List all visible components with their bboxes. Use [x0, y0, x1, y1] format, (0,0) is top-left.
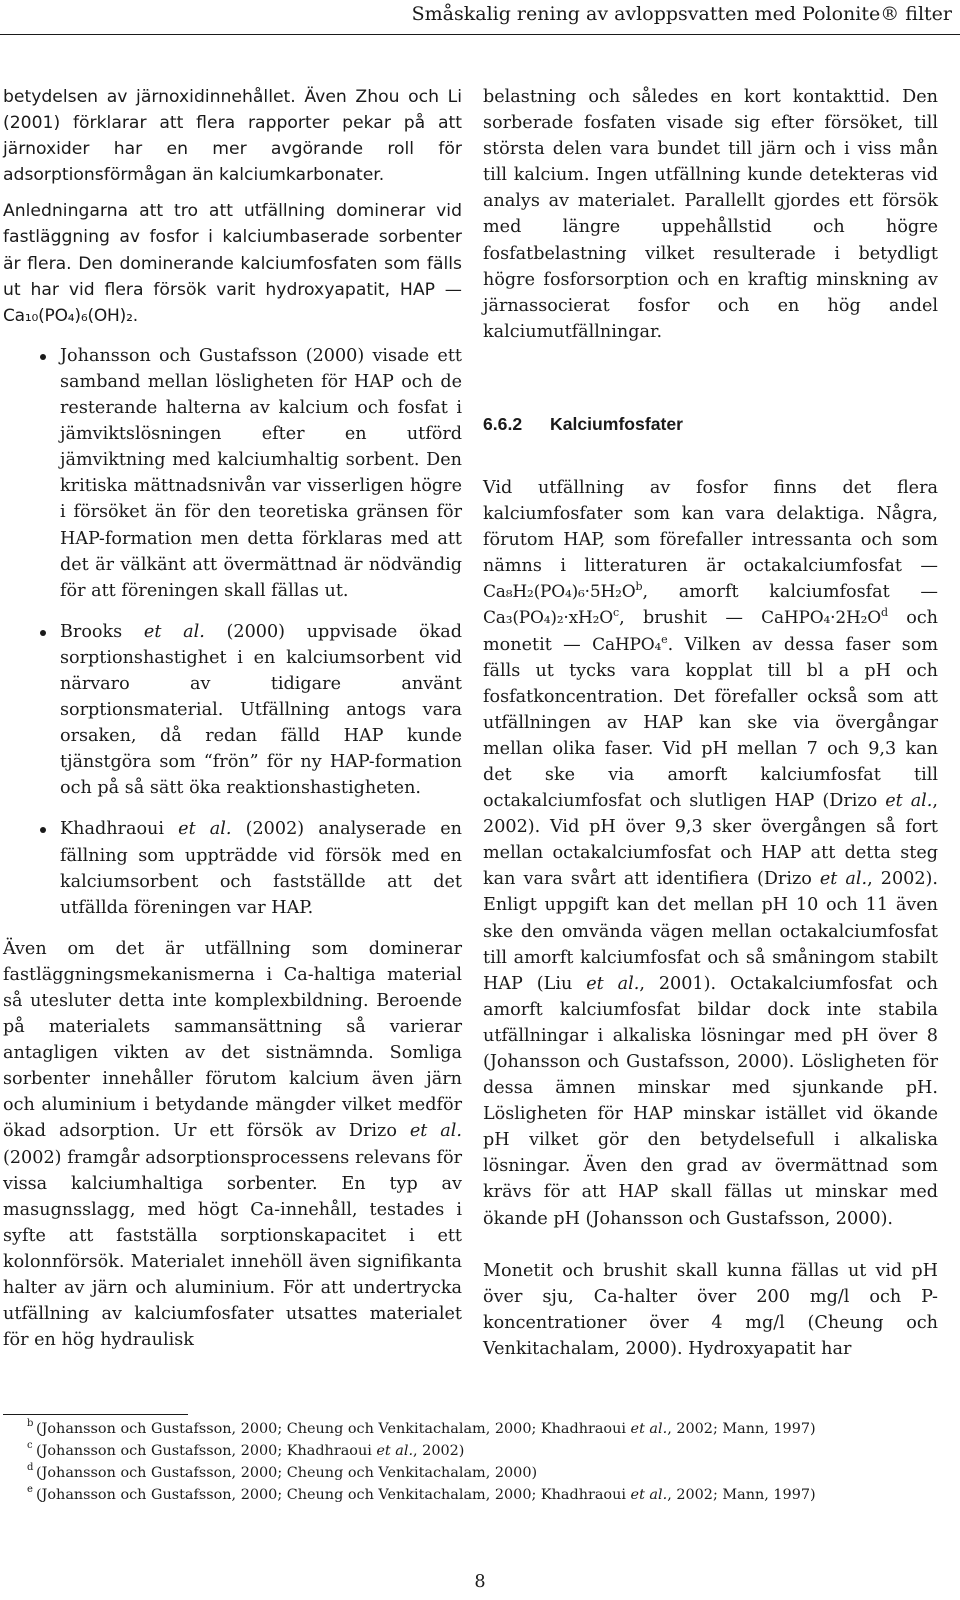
paragraph-text: . Vilken av dessa faser som fälls ut tycks vara kopplat till bl a pH och fosfatkoncentration. Det förefaller också som att utfällningen av HAP kan ske via övergångar mellan olika faser. Vid pH mellan 7 och 9,3 kan det ske via amorft kalciumfosfat till octakalciumfosfat och slutligen HAP (Drizo [483, 634, 938, 812]
paragraph-text: , 2002). Vid pH över 9,3 sker övergången så fort mellan octakalciumfosfat och HAP att detta steg kan vara svårt att identifiera (Drizo [483, 791, 938, 890]
paragraph-text: och monetit — [483, 608, 939, 655]
et-al: et al. [178, 819, 232, 840]
paragraph-text: , amorft kalciumfosfat — [642, 582, 938, 603]
et-al: et al. [376, 1443, 414, 1459]
hap-formula: Ca₁₀(PO₄)₆(OH)₂. [3, 305, 138, 326]
paragraph-text: , 2001). Octakalciumfosfat och amorft kalciumfosfat bildar dock inte stabila utfällningar i alkaliska lösningar med pH över 8 (Johansson och Gustafsson, 2000). Lösligheten för dessa ämnen minskar med sjunkande pH. Lösligheten för HAP minskar istället vid ökande pH vilket gör den betydelsefull i alkaliska lösningar. Även den grad av övermättnad som krävs för att HAP skall fällas ut minskar med ökande pH (Johansson och Gustafsson, 2000). [483, 973, 938, 1229]
list-item-text: (2002) analyserade en fällning som uppträdde vid försök med en kalciumsorbent och fastställde att det utfällda föreningen var HAP. [60, 819, 463, 918]
et-al: et al. [885, 791, 933, 812]
paragraph-text: , 2002). Enligt uppgift kan det mellan pH 10 och 11 även ske den omvända vägen mellan octakalciumfosfat till amorft kalciumfosfat och så småningom stabilt HAP (Liu [483, 869, 938, 994]
right-column [483, 84, 938, 1362]
footnote-mark: e [27, 1484, 33, 1495]
list-item-lead: Khadhraoui [60, 819, 165, 840]
et-al: et al. [819, 869, 868, 890]
footnote-text [27, 1418, 816, 1440]
running-header: Småskalig rening av avloppsvatten med Polonite® filter [411, 3, 952, 25]
footnote-mark: b [27, 1418, 34, 1429]
footnote-text [27, 1440, 464, 1462]
octacalcium-formula: Ca₈H₂(PO₄)₆·5H₂O [483, 582, 636, 603]
footnote-text [27, 1484, 816, 1506]
paragraph-monetite-brushite: Monetit och brushit skall kunna fällas ut vid pH över sju, Ca-halter över 200 mg/l och P-koncentrationer över 4 mg/l (Cheung och Venkitachalam, 2000). Hydroxyapatit har [483, 1260, 938, 1359]
footnote-ref: c [613, 606, 620, 620]
bullet-icon [40, 827, 46, 833]
paragraph-zhou-li: betydelsen av järnoxidinnehållet. Även Zhou och Li (2001) förklarar att flera rapporter pekar på att järnoxider har en mer avgörande roll för adsorptionsförmågan än kalciumkarbonater. [3, 87, 462, 186]
footnote-text-part: , 2002; Mann, 1997) [667, 1487, 816, 1503]
et-al: et al. [143, 621, 205, 642]
footnote-text-part: (Johansson och Gustafsson, 2000; Cheung och Venkitachalam, 2000; Khadhraoui [36, 1487, 626, 1503]
section-title: Kalciumfosfater [550, 413, 683, 434]
footnote-text-part: (Johansson och Gustafsson, 2000; Cheung och Venkitachalam, 2000; Khadhraoui [36, 1421, 626, 1437]
footnote-ref: e [661, 632, 668, 646]
paragraph-precipitation-reasons [3, 198, 462, 328]
footnote-text-part: (Johansson och Gustafsson, 2000; Khadhraoui [36, 1443, 372, 1459]
paragraph-complexation [3, 936, 462, 1354]
footnote [3, 1440, 953, 1462]
footnote-mark: d [27, 1462, 34, 1473]
list-item-text: (2000) uppvisade ökad sorptionshastighet i en kalciumsorbent vid närvaro av tidigare använt sorptionsmaterial. Utfällning antogs vara orsaken, då redan fälld HAP kunde tjänstgöra som “frön” för ny HAP-formation och på så sätt öka reaktionshastigheten. [60, 621, 463, 799]
footnote-text [27, 1462, 537, 1484]
list-item [3, 816, 462, 920]
et-al: et al. [586, 973, 640, 994]
paragraph-text: Vid utfällning av fosfor finns det flera kalciumfosfater som kan vara delaktiga. Några, förutom HAP, som förefaller intressanta och som nämns i litteraturen är octakalciumfosfat — [483, 477, 938, 577]
bullet-icon [40, 630, 46, 636]
bullet-icon [40, 354, 46, 360]
paragraph-text: Anledningarna att tro att utfällning dominerar vid fastläggning av fosfor i kalciumbaserade sorbenter är flera. Den dominerande kalciumfosfaten som fälls ut har vid flera försök varit hydroxyapatit, HAP — [3, 201, 462, 300]
left-column [3, 84, 462, 1353]
et-al: et al. [630, 1421, 668, 1437]
footnote-mark: c [27, 1440, 33, 1451]
section-heading [483, 411, 938, 437]
footnote [3, 1462, 953, 1484]
list-item-lead: Brooks [60, 621, 123, 642]
list-item [3, 619, 462, 802]
brushite-formula: CaHPO₄·2H₂O [761, 608, 881, 629]
paragraph-text: (2002) framgår adsorptionsprocessens relevans för vissa kalciumhaltiga sorbenter. En typ av masugnsslagg, med högt Ca-innehåll, testades i syfte att fastställa sorptionskapacitet i ett kolonnförsök. Materialet innehöll även signifikanta halter av järn och aluminium. För att undertrycka utfällning av kalciumfosfater utsattes materialet för en hög hydraulisk [3, 1147, 462, 1351]
page-number: 8 [474, 1572, 486, 1592]
footnote-ref: d [880, 606, 888, 620]
paragraph-text: Även om det är utfällning som dominerar fastläggningsmekanismerna i Ca-haltiga material så utesluter detta inte komplexbildning. Beroende på materialets sammansättning så varierar antagligen vikten av det sistnämnda. Somliga sorbenter innehåller förutom kalcium även järn och aluminium i betydande mängder vilket medför ökad adsorption. Ur ett försök av Drizo [3, 938, 462, 1142]
footnote [3, 1484, 953, 1506]
et-al: et al. [409, 1121, 463, 1142]
et-al: et al. [630, 1487, 668, 1503]
monetite-formula: CaHPO₄ [592, 634, 662, 655]
section-number: 6.6.2 [483, 413, 523, 434]
list-item-text: Johansson och Gustafsson (2000) visade ett samband mellan lösligheten för HAP och de resterande halterna av kalcium och fosfat i jämviktslösningen efter en utförd jämviktning med kalciumhaltig sorbent. Den kritiska mättnadsnivån var visserligen högre i försöket än för den teoretiska gränsen för HAP-formation men detta förklaras med att det är välkänt att övermättnad är nödvändig för att föreningen skall fällas ut. [60, 345, 462, 601]
paragraph-text: , brushit — [619, 608, 743, 629]
footnote-text-part: (Johansson och Gustafsson, 2000; Cheung och Venkitachalam, 2000) [36, 1465, 538, 1481]
amorphous-formula: Ca₃(PO₄)₂·xH₂O [483, 608, 613, 629]
footnote-text-part: , 2002) [413, 1443, 465, 1459]
paragraph-hydraulic-load: belastning och således en kort kontakttid. Den sorberade fosfaten visade sig efter försöket, till största delen vara bundet till järn och i viss mån till kalcium. Ingen utfällning kunde detekteras vid analys av materialet. Parallellt gjordes ett försök med längre uppehållstid och högre fosfatbelastning vilket resulterade i betydligt högre fosforsorption och en kraftig minskning av järnassocierat fosfor och en hög andel kalciumutfällningar. [483, 87, 938, 342]
evidence-list [3, 343, 462, 921]
footnote [3, 1418, 953, 1440]
list-item [3, 343, 462, 604]
header-rule [0, 34, 960, 35]
paragraph-calcium-phosphates [483, 475, 938, 1232]
footnotes [3, 1418, 953, 1506]
footnote-text-part: , 2002; Mann, 1997) [667, 1421, 816, 1437]
footnote-ref: b [635, 580, 643, 594]
